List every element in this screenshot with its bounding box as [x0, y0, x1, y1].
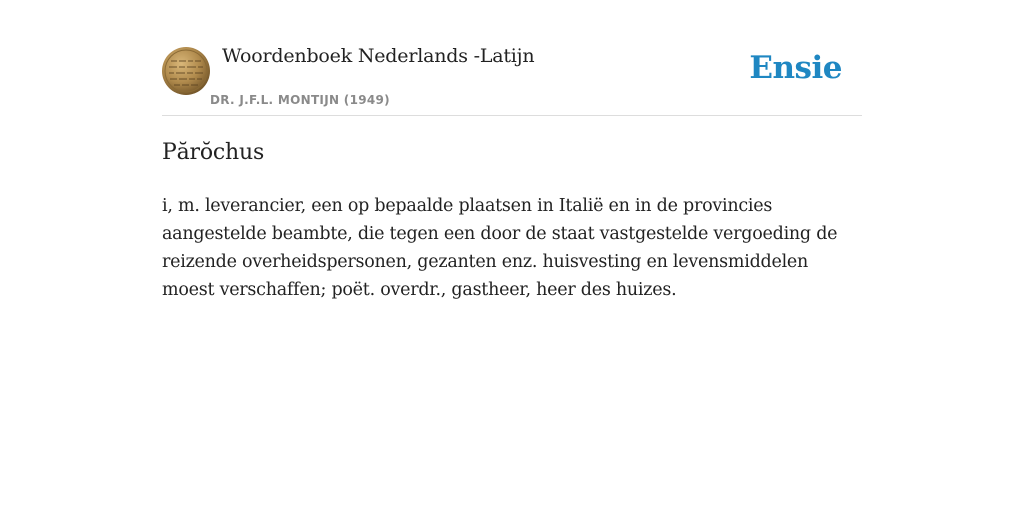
entry-definition: i, m. leverancier, een op bepaalde plaatsen in Italië en in de provincies aangestelde beambte, die tegen een door de staat vastgestelde vergoeding de reizende overheidspersonen, gezanten enz. huisvesting en levensmiddelen moest verschaffen; poët. overdr., gastheer, heer des huizes.	[162, 196, 838, 300]
ancient-coin-icon	[162, 47, 210, 95]
page-container	[162, 0, 862, 300]
dictionary-header	[162, 0, 862, 116]
ensie-logo-link[interactable]: Ensie	[749, 50, 842, 86]
dictionary-author: DR. J.F.L. MONTIJN (1949)	[210, 93, 390, 107]
dictionary-title[interactable]: Woordenboek Nederlands -Latijn	[222, 45, 535, 67]
entry-headword: Părŏchus	[162, 140, 265, 165]
